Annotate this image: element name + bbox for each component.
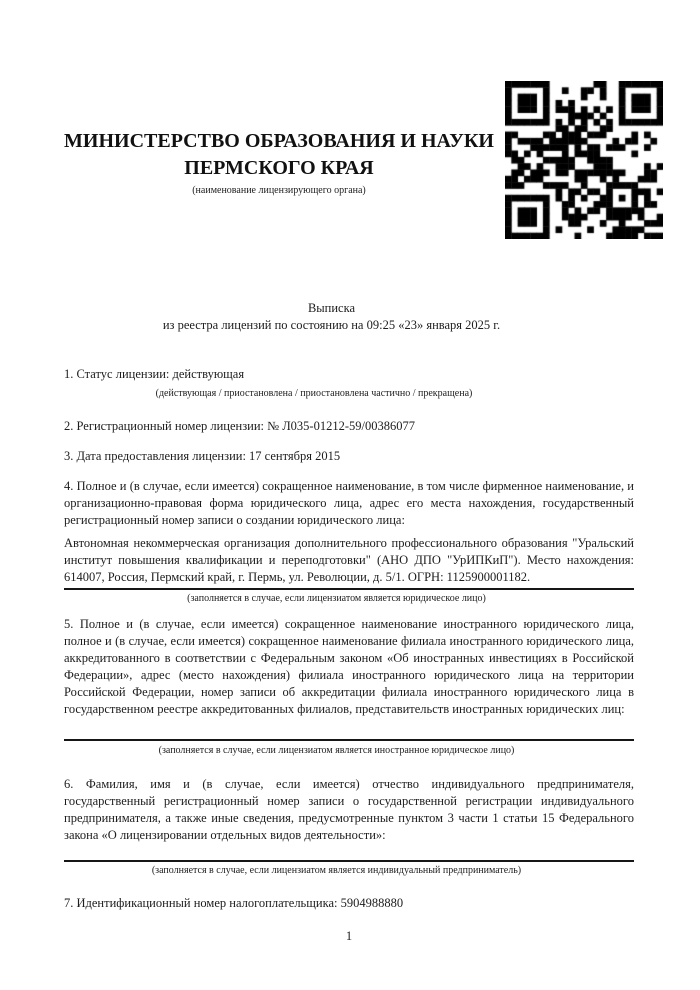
ministry-name-line1: МИНИСТЕРСТВО ОБРАЗОВАНИЯ И НАУКИ [64,130,494,152]
taxpayer-number-item: 7. Идентификационный номер налогоплательщика: 5904988880 [64,896,404,910]
title-line1: Выписка [307,301,356,315]
legal-entity-caption: (заполняется в случае, если лицензиатом является юридическое лицо) [187,593,486,604]
foreign-entity-underline [64,739,634,741]
page-number: 1 [345,929,353,943]
licensing-authority-header [64,128,494,198]
legal-entity-value: Автономная некоммерческая организация дополнительного профессионального образования "Уральский институт повышения квалификации и переподготовки" (АНО ДПО "УрИПКиП"). Место нахождения: 614007, Россия, Пермский край, г. Пермь, ул. Революции, д. 5/1. ОГРН: 1125900001182. [64,536,634,584]
legal-entity-item-text: 4. Полное и (в случае, если имеется) сокращенное наименование, в том числе фирменное наименование, и организационно-правовая форма юридического лица, адрес его места нахождения, государственный регистрационный номер записи о создании юридического лица: [64,479,634,527]
grant-date-item: 3. Дата предоставления лицензии: 17 сентября 2015 [64,449,341,463]
licensing-authority-caption: (наименование лицензирующего органа) [192,185,366,196]
license-status-item: 1. Статус лицензии: действующая [64,367,245,381]
entrepreneur-underline [64,860,634,862]
entrepreneur-item-text: 6. Фамилия, имя и (в случае, если имеется) отчество индивидуального предпринимателя, государственный регистрационный номер записи о государственной регистрации индивидуального предпринимателя, а также иные сведения, предусмотренные пунктом 3 части 1 статьи 15 Федерального закона «О лицензировании отдельных видов деятельности»: [64,777,634,842]
entrepreneur-caption: (заполняется в случае, если лицензиатом является индивидуальный предприниматель) [151,865,522,876]
registration-number-item: 2. Регистрационный номер лицензии: № Л035-01212-59/00386077 [64,419,415,433]
foreign-entity-item-text: 5. Полное и (в случае, если имеется) сокращенное наименование иностранного юридического лица, полное и (в случае, если имеется) сокращенное наименование филиала иностранного юридического лица, аккредитованного в соответствии с Федеральным законом «Об иностранных инвестициях в Российской Федерации», адрес (место нахождения) филиала иностранного юридического лица на территории Российской Федерации, номер записи об аккредитации филиала иностранного юридического лица в государственном реестре аккредитованных филиалов, представительств иностранных юридических лиц: [64,617,634,716]
qr-code-icon [505,81,663,239]
license-status-options-caption: (действующая / приостановлена / приостановлена частично / прекращена) [155,388,473,399]
document-title [64,300,599,334]
legal-entity-underline [64,588,634,590]
ministry-name-line2: ПЕРМСКОГО КРАЯ [184,157,374,179]
title-line2: из реестра лицензий по состоянию на 09:25 «23» января 2025 г. [162,318,501,332]
foreign-entity-caption: (заполняется в случае, если лицензиатом является иностранное юридическое лицо) [158,745,515,756]
